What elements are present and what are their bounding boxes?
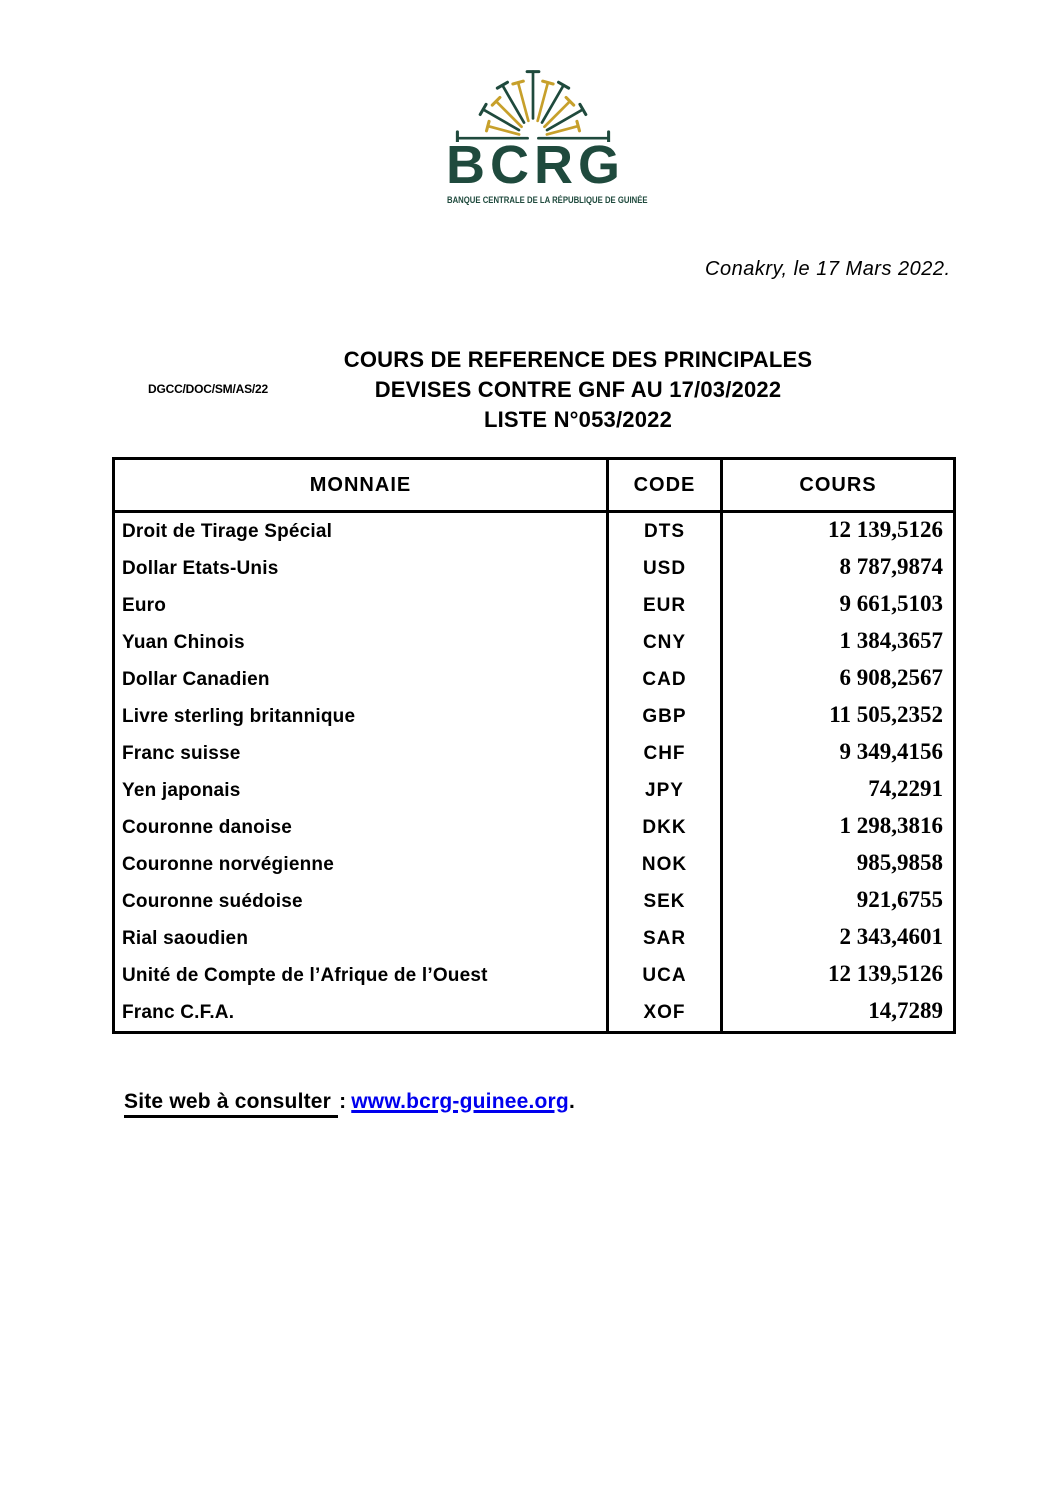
table-row bbox=[114, 957, 955, 994]
rates-table bbox=[112, 457, 956, 1034]
cours-cell: 2 343,4601 bbox=[722, 920, 955, 957]
code-cell: CAD bbox=[608, 661, 722, 698]
code-cell: USD bbox=[608, 550, 722, 587]
monnaie-cell: Dollar Etats-Unis bbox=[122, 557, 279, 579]
table-row bbox=[114, 587, 955, 624]
date-line: Conakry, le 17 Mars 2022. bbox=[705, 258, 951, 280]
cours-cell: 14,7289 bbox=[722, 994, 955, 1033]
footer-colon: : bbox=[339, 1090, 347, 1113]
monnaie-cell: Livre sterling britannique bbox=[122, 705, 356, 727]
cours-cell: 985,9858 bbox=[722, 846, 955, 883]
title-line-2: DEVISES CONTRE GNF AU 17/03/2022 bbox=[374, 377, 782, 402]
title-line-1: COURS DE REFERENCE DES PRINCIPALES bbox=[343, 347, 813, 372]
cours-cell: 9 349,4156 bbox=[722, 735, 955, 772]
header-code: CODE bbox=[608, 459, 722, 512]
bcrg-logo bbox=[433, 66, 648, 205]
header-monnaie: MONNAIE bbox=[114, 459, 608, 512]
table-row bbox=[114, 624, 955, 661]
website-link[interactable]: www.bcrg-guinee.org bbox=[351, 1090, 569, 1113]
monnaie-cell: Couronne suédoise bbox=[122, 890, 303, 912]
document-title bbox=[98, 345, 1058, 435]
logo-subtitle: BANQUE CENTRALE DE LA RÉPUBLIQUE DE GUINÉE bbox=[447, 195, 648, 205]
code-cell: GBP bbox=[608, 698, 722, 735]
header-cours: COURS bbox=[722, 459, 955, 512]
code-cell: EUR bbox=[608, 587, 722, 624]
code-cell: SAR bbox=[608, 920, 722, 957]
table-row bbox=[114, 920, 955, 957]
table-row bbox=[114, 698, 955, 735]
cours-cell: 921,6755 bbox=[722, 883, 955, 920]
monnaie-cell: Yen japonais bbox=[122, 779, 241, 801]
cours-cell: 1 384,3657 bbox=[722, 624, 955, 661]
table-row bbox=[114, 883, 955, 920]
cours-cell: 74,2291 bbox=[722, 772, 955, 809]
monnaie-cell: Unité de Compte de l’Afrique de l’Ouest bbox=[122, 964, 488, 986]
table-row bbox=[114, 512, 955, 551]
monnaie-cell: Dollar Canadien bbox=[122, 668, 270, 690]
monnaie-cell: Droit de Tirage Spécial bbox=[122, 520, 333, 542]
sunburst-rays-icon bbox=[452, 66, 614, 142]
code-cell: SEK bbox=[608, 883, 722, 920]
monnaie-cell: Euro bbox=[122, 594, 167, 616]
footer-note bbox=[124, 1090, 575, 1118]
reference-code: DGCC/DOC/SM/AS/22 bbox=[148, 382, 268, 396]
title-line-3: LISTE N°053/2022 bbox=[483, 407, 673, 432]
table-row bbox=[114, 550, 955, 587]
footer-label: Site web à consulter bbox=[124, 1090, 338, 1118]
monnaie-cell: Franc C.F.A. bbox=[122, 1001, 235, 1023]
footer-period: . bbox=[568, 1090, 576, 1113]
cours-cell: 12 139,5126 bbox=[722, 512, 955, 551]
table-row bbox=[114, 772, 955, 809]
cours-cell: 12 139,5126 bbox=[722, 957, 955, 994]
cours-cell: 9 661,5103 bbox=[722, 587, 955, 624]
monnaie-cell: Franc suisse bbox=[122, 742, 241, 764]
table-row bbox=[114, 661, 955, 698]
monnaie-cell: Couronne norvégienne bbox=[122, 853, 334, 875]
cours-cell: 6 908,2567 bbox=[722, 661, 955, 698]
cours-cell: 1 298,3816 bbox=[722, 809, 955, 846]
monnaie-cell: Rial saoudien bbox=[122, 927, 249, 949]
logo-acronym: BCRG bbox=[446, 135, 625, 195]
code-cell: XOF bbox=[608, 994, 722, 1033]
table-row bbox=[114, 846, 955, 883]
cours-cell: 8 787,9874 bbox=[722, 550, 955, 587]
code-cell: DKK bbox=[608, 809, 722, 846]
table-header-row bbox=[114, 459, 955, 512]
code-cell: CHF bbox=[608, 735, 722, 772]
table-row bbox=[114, 735, 955, 772]
monnaie-cell: Couronne danoise bbox=[122, 816, 292, 838]
code-cell: UCA bbox=[608, 957, 722, 994]
cours-cell: 11 505,2352 bbox=[722, 698, 955, 735]
code-cell: JPY bbox=[608, 772, 722, 809]
code-cell: NOK bbox=[608, 846, 722, 883]
code-cell: CNY bbox=[608, 624, 722, 661]
monnaie-cell: Yuan Chinois bbox=[122, 631, 245, 653]
table-row bbox=[114, 994, 955, 1033]
table-row bbox=[114, 809, 955, 846]
code-cell: DTS bbox=[608, 512, 722, 551]
